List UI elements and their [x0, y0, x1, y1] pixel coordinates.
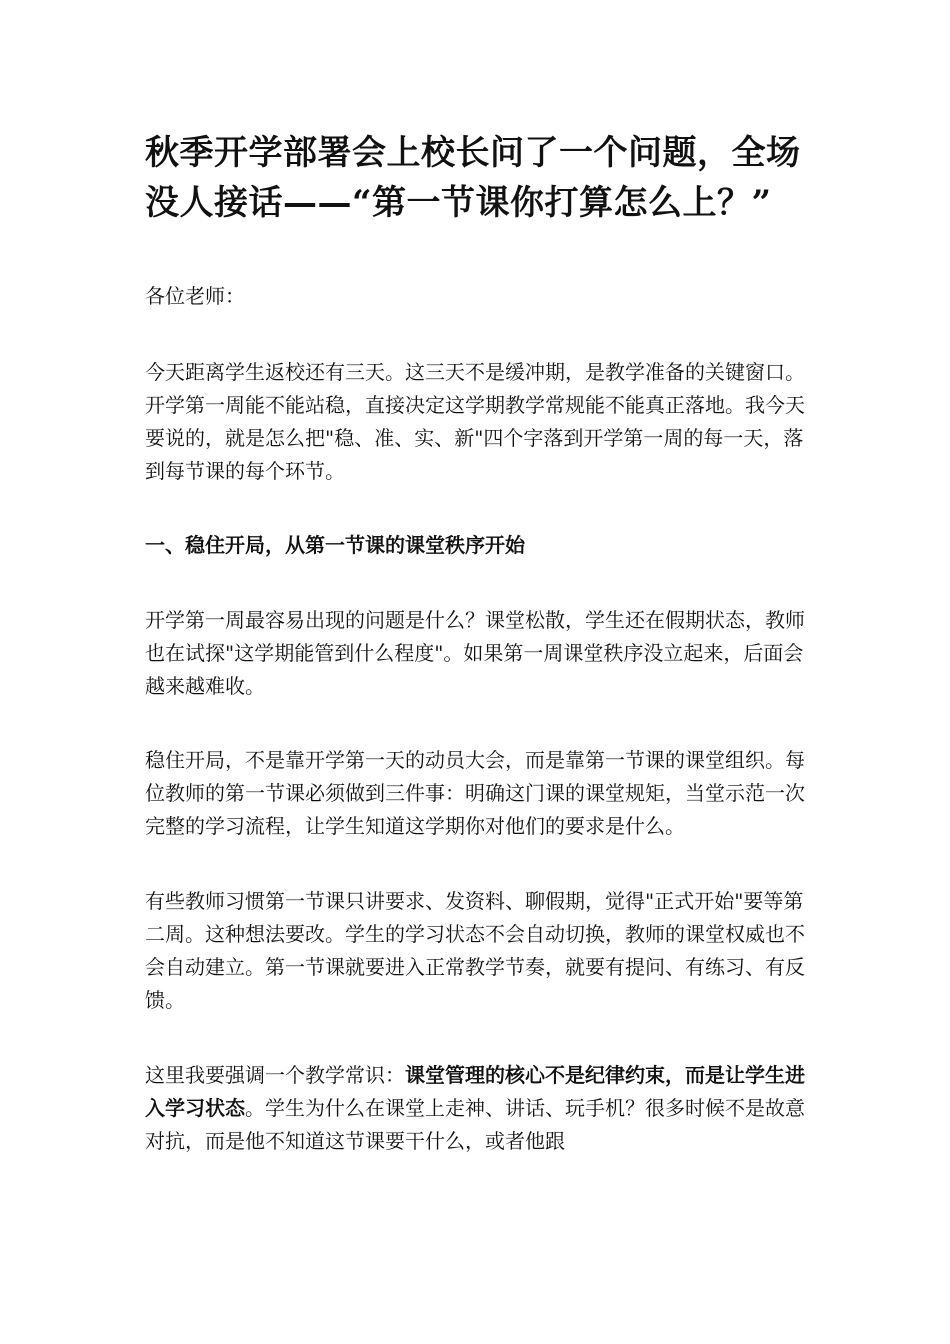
paragraph-first-lesson-habit: 有些教师习惯第一节课只讲要求、发资料、聊假期，觉得"正式开始"要等第二周。这种想法要改。学生的学习状态不会自动切换，教师的课堂权威也不会自动建立。第一节课就要进入正常教学节奏，就要有提问、有练习、有反馈。: [145, 889, 805, 1012]
paragraph-intro: 今天距离学生返校还有三天。这三天不是缓冲期，是教学准备的关键窗口。开学第一周能不能站稳，直接决定这学期教学常规能不能真正落地。我今天要说的，就是怎么把"稳、准、实、新"四个字落到开学第一周的每一天，落到每节课的每个环节。: [145, 360, 805, 483]
paragraph-classroom-management: [145, 1059, 810, 1158]
paragraph-stabilize-opening: 稳住开局，不是靠开学第一天的动员大会，而是靠第一节课的课堂组织。每位教师的第一节课必须做到三件事：明确这门课的课堂规矩，当堂示范一次完整的学习流程，让学生知道这学期你对他们的要求是什么。: [145, 748, 805, 838]
paragraph-rest-text: 。学生为什么在课堂上走神、讲话、玩手机？很多时候不是故意对抗，而是他不知道这节课要干什么，或者他跟: [145, 1096, 805, 1153]
greeting: 各位老师：: [145, 284, 245, 308]
document-page: [145, 128, 810, 1158]
section-heading-1: 一、稳住开局，从第一节课的课堂秩序开始: [145, 533, 525, 557]
emphasis-text: 课堂管理的核心不是纪律约束，而是让学生进入学习状态: [145, 1063, 805, 1120]
document-title: 秋季开学部署会上校长问了一个问题，全场没人接话——“第一节课你打算怎么上？”: [145, 133, 801, 223]
paragraph-first-week-problem: 开学第一周最容易出现的问题是什么？课堂松散，学生还在假期状态，教师也在试探"这学期能管到什么程度"。如果第一周课堂秩序没立起来，后面会越来越难收。: [145, 608, 805, 698]
paragraph-lead-text: 这里我要强调一个教学常识：: [145, 1063, 405, 1087]
